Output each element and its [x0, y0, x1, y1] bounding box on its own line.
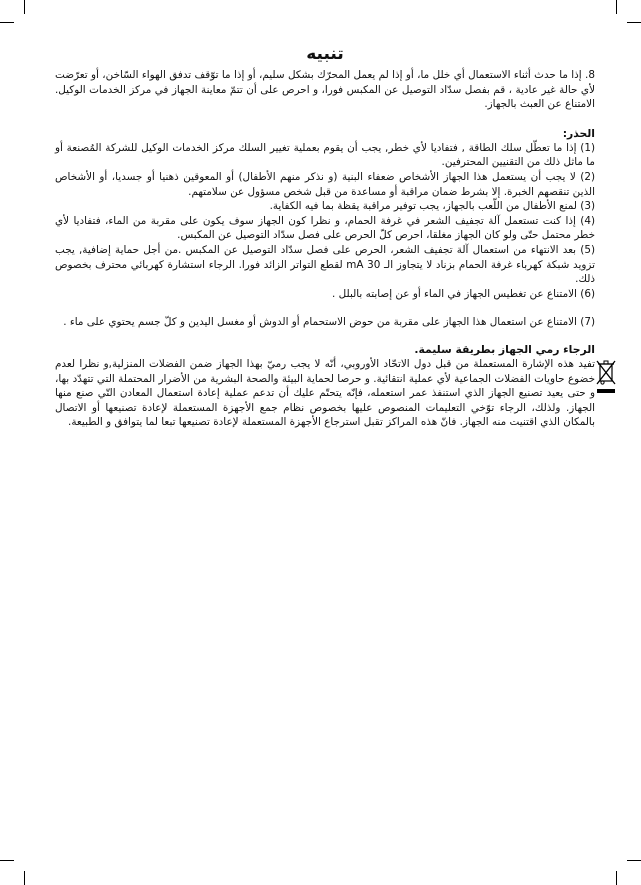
disposal-section	[55, 357, 595, 430]
crop-mark-bottom-left	[24, 871, 25, 885]
crossed-out-wheelie-bin-icon	[595, 359, 617, 395]
warning-item: (1) إذا ما تعطّل سلك الطاقة , فتفاديا لأي خطر, يجب أن يقوم بعملية تغيير السلك مركز الخدمات الوكيل للشركة المُصنعة أو ما ماثل ذلك من التقنيين المحترفين.	[55, 141, 595, 169]
warning-item: (6) الامتناع عن تغطيس الجهاز في الماء أو عن إصابته بالبلل .	[332, 287, 595, 300]
warning-item-7: (7) الامتناع عن استعمال هذا الجهاز على مقربة من حوض الاستحمام أو الدوش أو مغسل اليدين و كلّ جسم يحتوي على ماء .	[63, 316, 595, 329]
document-page	[55, 44, 595, 430]
warning-item: (5) بعد الانتهاء من استعمال آلة تجفيف الشعر، الحرص على فصل سدّاد التوصيل عن المكبس .من أجل حماية إضافية, يجب تزويد شبكة كهرباء غرفة الحمام بزناد لا يتجاوز الـ 30 mA لقطع التواتر الزائد فورا. الرجاء استشارة كهربائي محترف بخصوص ذلك.	[55, 243, 595, 286]
warning-item: (2) لا يجب أن يستعمل هذا الجهاز الأشخاص ضعفاء البنية (و نذكر منهم الأطفال) أو المعوقين ذهنيا أو جسديا، أو الأشخاص الذين تنقصهم الخبرة. إلا بشرط ضمان مراقبة أو مساعدة من قبل شخص مسؤول عن سلامتهم.	[55, 170, 595, 198]
crop-mark-top-right-h	[627, 22, 641, 23]
crop-mark-top-left-h	[0, 22, 14, 23]
crop-mark-top-left	[24, 0, 25, 14]
disposal-text: تفيد هذه الإشارة المستعملة من قبل دول الاتحّاد الأوروبي، أنّه لا يجب رميّ بهذا الجهاز ضمن الفضلات المنزلية,و نظرا لعدم خضوع حاويات الفضلات الجماعية لأي عملية انتقائية. و حرصا لحماية البيئة والصحة البشرية من الأضرار المحتملة التي تتهدّد بها، و حتى يعيد تصنيع الجهاز الذي استنفذ عمر استعمله، فإنّه يتحتّم عليك أن تدعم عملية إعادة استعمال المعادن التّي صنع منها الجهاز. ولذلك، الرجاء توّخي التعليمات المنصوص عليها بخصوص نظام جمع الأجهزة المستعملة لإعادة تصنيعها أو الاتصال بالمكان الذي اقتنيت منه الجهاز. فانّ هذه المراكز تقبل استرجاع الأجهزة المستعملة لإعادة تصنيعها تبعا لما يتوافق و الطبيعة.	[55, 357, 595, 429]
crop-mark-bottom-right-h	[627, 860, 641, 861]
warning-heading: الحذر:	[562, 126, 595, 140]
crop-mark-top-right	[616, 0, 617, 14]
point-8: 8. إذا ما حدث أثناء الاستعمال أي خلل ما، أو إذا لم يعمل المحرّك بشكل سليم، أو إذا ما توّقف تدفق الهواء السّاخن، أو تعرّضت لأي حالة غير عادية ، قم بفصل سدّاد التوصيل عن المكبس فورا، و احرص على أن تتمّ معاينة الجهاز في مركز الخدمات الوكيل. الامتناع عن العبث بالجهاز.	[55, 69, 595, 111]
crop-mark-bottom-left-h	[0, 860, 14, 861]
warning-item: (4) إذا كنت تستعمل آلة تجفيف الشعر في غرفة الحمام، و نظرا كون الجهاز سوف يكون على مقربة من الماء، فتفاديا لأي خطر محتمل حتّى ولو كان الجهاز مغلقا، احرص كلّ الحرص على فصل سدّاد التوصيل عن المكبس.	[55, 214, 595, 242]
disposal-heading: الرجاء رمي الجهاز بطريقة سليمة.	[414, 342, 595, 356]
warning-item: (3) لمنع الأطفال من اللّعب بالجهاز، يجب توفير مراقبة يقظة بما فيه الكفاية.	[269, 200, 595, 213]
page-title: تنبيه	[306, 44, 344, 64]
crop-mark-bottom-right	[616, 871, 617, 885]
